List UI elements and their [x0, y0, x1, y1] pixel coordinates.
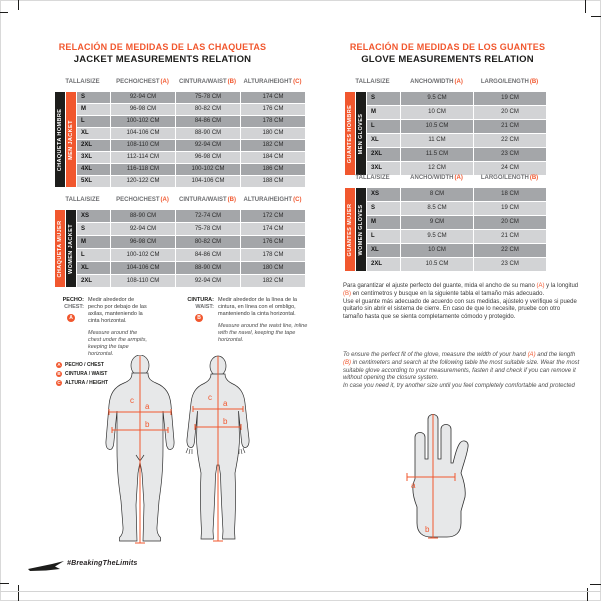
size-cell: M [77, 236, 110, 248]
value-cell: 23 CM [474, 258, 546, 271]
side-label-es: CHAQUETA HOMBRE [55, 92, 65, 187]
size-cell: XS [367, 188, 400, 201]
header-size: TALLA/SIZE [65, 79, 100, 85]
value-cell: 9 CM [401, 216, 473, 229]
value-cell: 100-102 CM [176, 164, 240, 175]
value-cell: 180 CM [241, 262, 305, 274]
table-row [367, 216, 547, 229]
value-cell: 104-106 CM [111, 262, 175, 274]
hand-silhouette [413, 415, 468, 538]
side-label-es: GUANTES MUJER [345, 188, 355, 271]
size-cell: L [77, 116, 110, 127]
value-cell: 96-98 CM [111, 104, 175, 115]
table-header [55, 196, 305, 204]
chest-label-en: CHEST: [64, 304, 84, 310]
table-header [345, 174, 547, 182]
value-cell: 88-90 CM [176, 262, 240, 274]
side-label-es: GUANTES HOMBRE [345, 92, 355, 175]
header-length: LARGO/LENGTH(B) [480, 175, 539, 181]
header-width: ANCHO/WIDTH(A) [410, 175, 463, 181]
value-cell: 186 CM [241, 164, 305, 175]
value-cell: 108-110 CM [111, 140, 175, 151]
waist-text-es: Medir alrededor de la línea de la cintura, en línea con el ombligo, manteniendo la cinta horizontal. [218, 297, 297, 317]
size-cell: S [77, 92, 110, 103]
glove-instructions-en: To ensure the perfect fit of the glove, measure the width of your hand (A) and the length (B) in centimeters and search at the following table the most suitable size. Wear the most suitable glove according to your measurements, fasten it and check if you can remove it without opening the closure system. In case you need it, try another size until you feel completely comfortable and protected [343, 352, 580, 390]
hashtag-footer: #BreakingTheLimits [67, 560, 138, 567]
value-cell: 22 CM [474, 244, 546, 257]
value-cell: 75-78 CM [176, 223, 240, 235]
value-cell: 18 CM [474, 188, 546, 201]
value-cell: 96-98 CM [111, 236, 175, 248]
female-label-a: a [223, 399, 228, 408]
table-row [77, 275, 305, 287]
header-height: ALTURA/HEIGHT(C) [243, 79, 302, 85]
value-cell: 10 CM [401, 106, 473, 119]
value-cell: 174 CM [241, 92, 305, 103]
value-cell: 92-94 CM [111, 92, 175, 103]
value-cell: 184 CM [241, 152, 305, 163]
size-cell: S [367, 202, 400, 215]
header-chest: PECHO/CHEST(A) [116, 79, 169, 85]
value-cell: 120-122 CM [111, 176, 175, 187]
table-row [367, 106, 547, 119]
size-cell: 2XL [367, 148, 400, 161]
female-label-b: b [223, 417, 228, 426]
value-cell: 174 CM [241, 223, 305, 235]
chest-text-es: Medir alrededor de pecho por debajo de las axilas, manteniendo la cinta horizontal. [88, 297, 147, 324]
crop-mark-bottom-right-v [587, 588, 588, 601]
male-label-b: b [145, 420, 150, 429]
value-cell: 176 CM [241, 104, 305, 115]
table-row [367, 258, 547, 271]
women-glove-table [345, 174, 547, 271]
value-cell: 104-106 CM [176, 176, 240, 187]
size-cell: S [367, 92, 400, 105]
chest-label-es: PECHO: [62, 297, 84, 303]
waist-instruction [184, 297, 310, 358]
hand-label-a: a [411, 481, 416, 490]
side-label-es: CHAQUETA MUJER [55, 210, 65, 287]
glove-instructions-es: Para garantizar el ajuste perfecto del guante, mida el ancho de su mano (A) y la longitud (B) en centímetros y busque en la siguiente tabla el tamaño más adecuado. Use el guante más adecuado de acuerdo con sus medidas, ajústelo y verifique si puede quitarlo sin abrir el sistema de cierre. En caso de que lo necesite, pruebe con otro tamaño hasta que se sienta completamente cómodo y protegido. [343, 283, 579, 321]
header-width: ANCHO/WIDTH(A) [410, 79, 463, 85]
jacket-title-block [40, 42, 285, 65]
table-row [77, 92, 305, 103]
legend-label: ALTURA / HEIGHT [65, 380, 109, 386]
women-jacket-table [55, 196, 305, 287]
table-row [367, 188, 547, 201]
page-edge-line [0, 591, 601, 592]
letter-c-badge: C [57, 380, 61, 385]
header-size: TALLA/SIZE [65, 197, 100, 203]
table-row [77, 164, 305, 175]
size-cell: M [77, 104, 110, 115]
table-header [345, 78, 547, 86]
size-cell: 2XL [77, 140, 110, 151]
letter-a-badge: A [67, 314, 75, 322]
crop-mark-bottom-left-v [18, 585, 19, 601]
crop-mark-bottom-right-h [590, 584, 601, 585]
table-row [77, 236, 305, 248]
hand-measurement-diagram [403, 411, 477, 543]
crop-mark-top-left-h [0, 12, 8, 13]
letter-a-badge: A [57, 362, 61, 367]
size-cell: XL [367, 134, 400, 147]
side-label-en: MEN GLOVES [356, 92, 366, 175]
value-cell: 96-98 CM [176, 152, 240, 163]
body-measurement-diagram [100, 355, 260, 550]
value-cell: 104-106 CM [111, 128, 175, 139]
value-cell: 100-102 CM [111, 116, 175, 127]
table-row [367, 92, 547, 105]
value-cell: 176 CM [241, 236, 305, 248]
value-cell: 11 CM [401, 134, 473, 147]
size-cell: M [367, 216, 400, 229]
value-cell: 21 CM [474, 120, 546, 133]
table-row [77, 140, 305, 151]
size-cell: 4XL [77, 164, 110, 175]
size-cell: XL [77, 128, 110, 139]
jacket-title-en: JACKET MEASUREMENTS RELATION [73, 54, 252, 65]
table-row [77, 249, 305, 261]
legend-label: CINTURA / WAIST [65, 371, 108, 377]
crop-mark-top-right-v [585, 0, 586, 13]
value-cell: 23 CM [474, 148, 546, 161]
legend-label: PECHO / CHEST [65, 362, 104, 368]
table-row [77, 104, 305, 115]
size-cell: 3XL [367, 162, 400, 175]
size-cell: L [77, 249, 110, 261]
table-row [77, 223, 305, 235]
crop-mark-bottom-left-h [0, 583, 9, 584]
chest-text-en: Measure around the chest under the armpits, keeping the tape horizontal. [88, 330, 148, 357]
waist-text-en: Measure around the waist line, inline with the navel, keeping the tape horizontal. [218, 323, 308, 343]
table-row [367, 202, 547, 215]
size-cell: L [367, 120, 400, 133]
men-glove-table [345, 78, 547, 175]
value-cell: 21 CM [474, 230, 546, 243]
table-row [77, 262, 305, 274]
value-cell: 20 CM [474, 216, 546, 229]
size-cell: S [77, 223, 110, 235]
value-cell: 100-102 CM [111, 249, 175, 261]
value-cell: 24 CM [474, 162, 546, 175]
size-cell: XL [77, 262, 110, 274]
value-cell: 8.5 CM [401, 202, 473, 215]
jacket-title-es: RELACIÓN DE MEDIDAS DE LAS CHAQUETAS [58, 42, 267, 52]
value-cell: 188 CM [241, 176, 305, 187]
crop-mark-top-left-v [18, 0, 19, 10]
value-cell: 11.5 CM [401, 148, 473, 161]
men-jacket-table [55, 78, 305, 187]
size-cell: 5XL [77, 176, 110, 187]
table-row [367, 134, 547, 147]
value-cell: 92-94 CM [176, 140, 240, 151]
table-row [77, 152, 305, 163]
value-cell: 10.5 CM [401, 258, 473, 271]
value-cell: 72-74 CM [176, 210, 240, 222]
value-cell: 19 CM [474, 202, 546, 215]
value-cell: 20 CM [474, 106, 546, 119]
value-cell: 84-86 CM [176, 116, 240, 127]
hand-label-b: b [425, 525, 430, 534]
glove-title-en: GLOVE MEASUREMENTS RELATION [361, 54, 534, 65]
measure-guide [58, 297, 310, 358]
value-cell: 180 CM [241, 128, 305, 139]
size-cell: M [367, 106, 400, 119]
value-cell: 92-94 CM [111, 223, 175, 235]
header-length: LARGO/LENGTH(B) [480, 79, 539, 85]
header-chest: PECHO/CHEST(A) [116, 197, 169, 203]
male-label-a: a [145, 402, 150, 411]
value-cell: 112-114 CM [111, 152, 175, 163]
waist-label-en: WAIST: [195, 304, 214, 310]
table-row [77, 210, 305, 222]
female-label-c: c [208, 393, 212, 402]
table-row [77, 176, 305, 187]
value-cell: 88-90 CM [111, 210, 175, 222]
value-cell: 12 CM [401, 162, 473, 175]
table-header [55, 78, 305, 86]
size-cell: 2XL [367, 258, 400, 271]
header-size: TALLA/SIZE [355, 79, 390, 85]
table-row [367, 148, 547, 161]
glove-title-es: RELACIÓN DE MEDIDAS DE LOS GUANTES [349, 42, 546, 52]
size-cell: XL [367, 244, 400, 257]
side-label-en: MEN JACKET [66, 92, 76, 187]
value-cell: 92-94 CM [176, 275, 240, 287]
letter-b-badge: B [195, 314, 203, 322]
size-cell: XS [77, 210, 110, 222]
header-waist: CINTURA/WAIST(B) [178, 79, 236, 85]
table-row [367, 244, 547, 257]
table-row [77, 128, 305, 139]
header-waist: CINTURA/WAIST(B) [178, 197, 236, 203]
crop-mark-top-right-h [591, 16, 601, 17]
size-cell: L [367, 230, 400, 243]
value-cell: 75-78 CM [176, 92, 240, 103]
side-label-en: WOMEN GLOVES [356, 188, 366, 271]
male-label-c: c [130, 396, 134, 405]
value-cell: 172 CM [241, 210, 305, 222]
value-cell: 22 CM [474, 134, 546, 147]
table-row [367, 230, 547, 243]
value-cell: 9.5 CM [401, 230, 473, 243]
value-cell: 80-82 CM [176, 104, 240, 115]
value-cell: 182 CM [241, 140, 305, 151]
header-height: ALTURA/HEIGHT(C) [243, 197, 302, 203]
value-cell: 10.5 CM [401, 120, 473, 133]
value-cell: 178 CM [241, 249, 305, 261]
brand-swoosh-logo [28, 561, 64, 571]
value-cell: 80-82 CM [176, 236, 240, 248]
table-row [367, 120, 547, 133]
value-cell: 8 CM [401, 188, 473, 201]
header-size: TALLA/SIZE [355, 175, 390, 181]
value-cell: 88-90 CM [176, 128, 240, 139]
value-cell: 108-110 CM [111, 275, 175, 287]
value-cell: 9.5 CM [401, 92, 473, 105]
value-cell: 182 CM [241, 275, 305, 287]
size-cell: 3XL [77, 152, 110, 163]
table-row [77, 116, 305, 127]
value-cell: 178 CM [241, 116, 305, 127]
chest-instruction [58, 297, 150, 358]
size-cell: 2XL [77, 275, 110, 287]
waist-label-es: CINTURA: [187, 297, 214, 303]
letter-b-badge: B [57, 371, 61, 376]
value-cell: 116-118 CM [111, 164, 175, 175]
side-label-en: WOMEN JACKET [66, 210, 76, 287]
value-cell: 19 CM [474, 92, 546, 105]
value-cell: 10 CM [401, 244, 473, 257]
value-cell: 84-86 CM [176, 249, 240, 261]
glove-title-block [335, 42, 560, 65]
